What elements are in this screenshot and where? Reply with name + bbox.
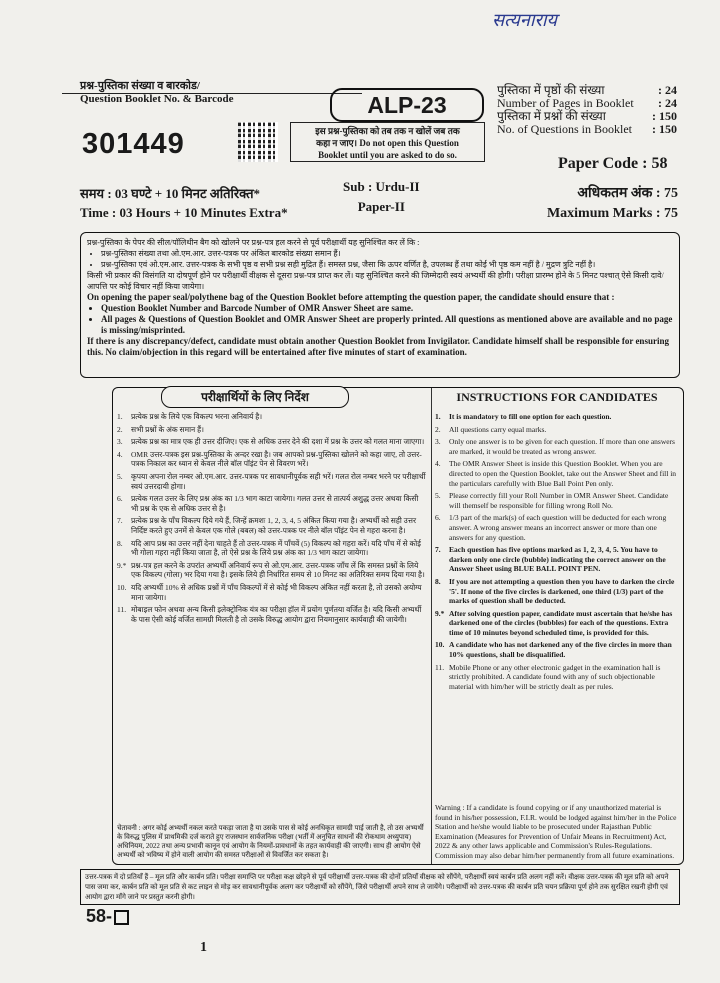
instruction-item (117, 450, 427, 469)
handwritten-signature: सत्यनाराय (492, 10, 557, 30)
instruction-item (117, 516, 427, 535)
instructions-heading-hi: परीक्षार्थियों के लिए निर्देश (161, 386, 349, 408)
questions-label-hi: पुस्तिका में प्रश्नों की संख्या (497, 109, 606, 123)
instruction-number: 11. (435, 662, 445, 672)
seal-hi-bullet: • प्रश्न-पुस्तिका संख्या तथा ओ.एम.आर. उत्तर-पत्रक पर अंकित बारकोड संख्या समान हैं। (101, 248, 673, 259)
instruction-text: It is mandatory to fill one option for each question. (449, 412, 612, 421)
booklet-number: 301449 (82, 128, 185, 160)
instruction-text: प्रत्येक प्रश्न के पाँच विकल्प दिये गये हैं, जिन्हें क्रमशः 1, 2, 3, 4, 5 अंकित किया गया है। अभ्यर्थी को सही उत्तर निर्दिष्ट करते हुए उनमें से केवल एक गोले (बबल) को उत्तर-पत्रक पर नीले बॉल पॉइंट पेन से गहरा करना है। (131, 516, 417, 535)
booklet-info (497, 84, 677, 136)
instruction-text: यदि आप प्रश्न का उत्तर नहीं देना चाहते हैं तो उत्तर-पत्रक में पाँचवें (5) विकल्प को गहरा करें। यदि पाँच में से कोई भी गोला गहरा नहीं किया जाता है, तो ऐसे प्रश्न के लिये प्रश्न अंक का 1/3 भाग काटा जायेगा। (131, 538, 421, 558)
instruction-number: 9.* (435, 608, 445, 618)
instruction-item (117, 583, 427, 602)
seal-hi-intro: प्रश्न-पुस्तिका के पेपर की सील/पॉलिथीन बैग को खोलने पर प्रश्न-पत्र हल करने से पूर्व परीक्षार्थी यह सुनिश्चित कर लें कि : (87, 238, 420, 247)
instruction-text: मोबाइल फोन अथवा अन्य किसी इलेक्ट्रोनिक यंत्र का परीक्षा हॉल में प्रयोग पूर्णतया वर्जित है। यदि किसी अभ्यर्थी के पास ऐसी कोई वर्जित सामग्री मिलती है तो उसके विरुद्ध आयोग द्वारा नियमानुसार कार्यवाही की जायेगी। (131, 605, 422, 624)
instruction-item (117, 494, 427, 513)
instruction-item (435, 577, 679, 606)
questions-label-en: No. of Questions in Booklet (497, 122, 632, 136)
instruction-text: प्रत्येक गलत उत्तर के लिए प्रश्न अंक का 1/3 भाग काटा जायेगा। गलत उत्तर से तात्पर्य अशुद्ध उत्तर अथवा किसी भी प्रश्न के एक से अधिक उत्तर से है। (131, 494, 419, 513)
instruction-number: 10. (435, 640, 445, 650)
instruction-text: Mobile Phone or any other electronic gadget in the examination hall is strictly prohibited. A candidate found with any of such objectionable material with him/her will be strictly dealt as per rules. (449, 662, 661, 691)
notice-line-3: Booklet until you are asked to do so. (318, 150, 457, 160)
instructions-box (112, 387, 684, 865)
instruction-text: Only one answer is to be given for each question. If more than one answers are marked, it would be treated as wrong answer. (449, 437, 675, 456)
seal-instructions-box (80, 232, 680, 378)
instruction-text: If you are not attempting a question then you have to darken the circle '5'. If none of the five circles is darkened, one third (1/3) part of the marks of question shall be deducted. (449, 576, 675, 606)
series-code-badge: ALP-23 (330, 88, 484, 122)
instruction-number: 7. (435, 545, 441, 555)
instruction-number: 1. (435, 412, 441, 421)
instruction-number: 6. (435, 513, 441, 523)
instruction-text: After solving question paper, candidate must ascertain that he/she has darkened one of the circles (bubbles) for each of the questions. Extra time of 10 minutes beyond scheduled time, is provided for this. (449, 608, 673, 637)
instruction-text: प्रश्न-पत्र हल करने के उपरांत अभ्यर्थी अनिवार्य रूप से ओ.एम.आर. उत्तर-पत्रक जाँच लें कि समस्त प्रश्नों के लिये एक विकल्प (गोला) भर दिया गया है। इसके लिये ही निर्धारित समय से 10 मिनट का अतिरिक्त समय दिया गया है। (131, 560, 425, 580)
instruction-item (435, 513, 679, 542)
instruction-item (435, 459, 679, 488)
instruction-number: 3. (435, 437, 441, 447)
seal-hi-bullet: • प्रश्न-पुस्तिका एवं ओ.एम.आर. उत्तर-पत्रक के सभी पृष्ठ व सभी प्रश्न सही मुद्रित हैं। समस्त प्रश्न, जैसा कि ऊपर वर्णित है, उपलब्ध हैं तथा कोई भी पृष्ठ कम नहीं है / मुद्रण त्रुटि नहीं है। (101, 259, 673, 270)
time-en: Time : 03 Hours + 10 Minutes Extra* (80, 205, 288, 220)
instructions-list-en (435, 412, 679, 694)
page-number: 1 (200, 940, 207, 955)
instruction-item (435, 491, 679, 510)
instruction-item (117, 472, 427, 491)
instruction-number: 8. (117, 538, 123, 548)
instruction-text: OMR उत्तर-पत्रक इस प्रश्न-पुस्तिका के अन्दर रखा है। जब आपको प्रश्न-पुस्तिका खोलने को कहा जाए, तो उत्तर-पत्रक निकाल कर ध्यान से केवल नीले बॉल पॉइंट पेन से विवरण भरें। (131, 449, 422, 469)
instruction-number: 4. (435, 459, 441, 469)
seal-en-bullet: • All pages & Questions of Question Booklet and OMR Answer Sheet are properly printed. All questions as mentioned above are available and no page is missing/misprinted. (101, 314, 673, 336)
notice-line-1: इस प्रश्न-पुस्तिका को तब तक न खोलें जब तक (315, 126, 460, 136)
instruction-item (117, 425, 427, 435)
instruction-item (435, 663, 679, 692)
instruction-text: The OMR Answer Sheet is inside this Question Booklet. When you are directed to open the Question Booklet, take out the Answer Sheet and fill in the particulars carefully with Blue Ball Point Pen only. (449, 459, 677, 488)
marks-hi: अधिकतम अंक : 75 (577, 186, 678, 201)
instruction-item (435, 425, 679, 435)
pages-value: : 24 (658, 83, 677, 97)
instruction-text: प्रत्येक प्रश्न के लिये एक विकल्प भरना अनिवार्य है। (131, 412, 263, 421)
instruction-number: 2. (117, 424, 123, 434)
instruction-number: 4. (117, 449, 123, 459)
pages-label-hi: पुस्तिका में पृष्ठों की संख्या (497, 83, 605, 97)
instruction-item (117, 539, 427, 558)
questions-value: : 150 (652, 109, 677, 123)
paper-code: Paper Code : 58 (558, 155, 668, 172)
instruction-number: 9.* (117, 560, 127, 570)
warning-en: Warning : If a candidate is found copying or if any unauthorized material is found in his/her possession, F.I.R. would be lodged against him/her in the Police Station and he/she would liable to be prosecuted under Rajasthan Public Examination (Measures for Prevention of Unfair Means in Recruitment) Act, 2022 & any other laws applicable and Commission's Rules-Regulations. Commission may also debar him/her permanently from all future examinations. (435, 803, 677, 860)
pages-label-en: Number of Pages in Booklet (497, 96, 634, 110)
instruction-number: 10. (117, 582, 127, 592)
instruction-number: 2. (435, 424, 441, 434)
marks-en: Maximum Marks : 75 (546, 206, 678, 221)
warning-hi: चेतावनी : अगर कोई अभ्यर्थी नकल करते पकड़ा जाता है या उसके पास से कोई अनधिकृत सामग्री पाई जाती है, तो उस अभ्यर्थी के विरुद्ध पुलिस में प्राथमिकी दर्ज कराते हुए राजस्थान सार्वजनिक परीक्षा (भर्ती में अनुचित साधनों की रोकथाम अध्युपाय) अधिनियम, 2022 तथा अन्य प्रभावी कानून एवं आयोग के नियमों-प्रावधानों के तहत कार्यवाही की जाएगी। साथ ही आयोग ऐसे अभ्यर्थी को भविष्य में होने वाली आयोग की समस्त परीक्षाओं से विवर्जित कर सकता है। (117, 824, 424, 859)
instruction-item (117, 561, 427, 580)
instruction-item (435, 609, 679, 638)
paper-mark (86, 906, 129, 927)
instruction-text: कृपया अपना रोल नम्बर ओ.एम.आर. उत्तर-पत्रक पर सावधानीपूर्वक सही भरें। गलत रोल नम्बर भरने पर परीक्षार्थी स्वयं उत्तरदायी होगा। (131, 471, 426, 491)
instructions-heading-en: INSTRUCTIONS FOR CANDIDATES (456, 390, 658, 404)
square-icon (114, 910, 129, 925)
instruction-item (435, 437, 679, 456)
pages-value-en: : 24 (658, 96, 677, 110)
instruction-text: प्रत्येक प्रश्न का मात्र एक ही उत्तर दीजिए। एक से अधिक उत्तर देने की दशा में प्रश्न के उत्तर को गलत माना जाएगा। (131, 437, 425, 447)
paper: Paper-II (357, 199, 405, 214)
instruction-text: Please correctly fill your Roll Number in OMR Answer Sheet. Candidate will themself be responsible for filling wrong Roll No. (449, 491, 669, 510)
header-rule (62, 93, 362, 94)
questions-value-en: : 150 (652, 122, 677, 136)
paper-mark-text: 58- (86, 906, 113, 926)
seal-en-bullet: • Question Booklet Number and Barcode Number of OMR Answer Sheet are same. (101, 303, 673, 314)
instruction-number: 1. (117, 412, 123, 421)
instruction-item (435, 640, 679, 659)
instruction-text: Each question has five options marked as 1, 2, 3, 4, 5. You have to darken only one circle (bubble) indicating the correct answer on the Answer Sheet using BLUE BALL POINT PEN. (449, 545, 666, 574)
instruction-text: सभी प्रश्नों के अंक समान हैं। (131, 424, 204, 434)
instruction-number: 7. (117, 516, 123, 526)
instruction-number: 8. (435, 576, 441, 586)
instruction-text: A candidate who has not darkened any of the five circles in more than 10% questions, shall be disqualified. (449, 640, 672, 660)
marks-info (538, 184, 678, 224)
instruction-number: 11. (117, 605, 127, 615)
notice-line-2: कहा न जाए। Do not open this Question (316, 138, 459, 148)
instruction-item (435, 412, 679, 422)
instruction-number: 5. (435, 491, 441, 501)
do-not-open-notice (290, 122, 485, 162)
instruction-item (435, 545, 679, 574)
carbon-copy-note: उत्तर-पत्रक में दो प्रतियाँ हैं – मूल प्रति और कार्बन प्रति। परीक्षा समाप्ति पर परीक्षा कक्ष छोड़ने से पूर्व परीक्षार्थी उत्तर-पत्रक की दोनों प्रतियाँ वीक्षक को सौंपेंगे, परीक्षार्थी स्वयं कार्बन प्रति अलग नहीं करें। वीक्षक उत्तर-पत्रक की मूल प्रति को अपने पास जमा कर, कार्बन प्रति को मूल प्रति से कट लाइन से मोड़ कर सावधानीपूर्वक अलग कर परीक्षार्थी को सौंपेंगे, जिसे परीक्षार्थी अपने साथ ले जायेंगे। परीक्षार्थी को उत्तर-पत्रक की कार्बन प्रति चयन प्रक्रिया पूर्ण होने तक सुरक्षित रखनी होगी एवं आयोग द्वारा माँगे जाने पर प्रस्तुत करनी होगी। (80, 869, 680, 905)
instruction-item (117, 412, 427, 422)
instructions-hindi-column (113, 388, 432, 864)
barcode-icon (238, 122, 278, 162)
booklet-label-en: Question Booklet No. & Barcode (80, 93, 234, 105)
instructions-list-hi (117, 412, 427, 627)
seal-en-intro: On opening the paper seal/polythene bag of the Question Booklet before attempting the question paper, the candidate should ensure that : (87, 292, 615, 302)
instruction-text: 1/3 part of the mark(s) of each question will be deducted for each wrong answer. A wrong answer means an incorrect answer or more than one answers for any question. (449, 513, 667, 542)
time-hi: समय : 03 घण्टे + 10 मिनट अतिरिक्त* (80, 186, 261, 201)
seal-hi-note: किसी भी प्रकार की विसंगति या दोषपूर्ण होने पर परीक्षार्थी वीक्षक से दूसरा प्रश्न-पत्र प्राप्त कर लें। यह सुनिश्चित करने की जिम्मेदारी स्वयं अभ्यर्थी की होगी। परीक्षा प्रारम्भ होने के 5 मिनट पश्चात् ऐसे किसी दावे/आपत्ति पर कोई विचार नहीं किया जायेगा। (87, 271, 664, 291)
instruction-number: 6. (117, 494, 123, 504)
instruction-item (117, 437, 427, 447)
time-info (80, 184, 288, 222)
booklet-label-hi: प्रश्न-पुस्तिका संख्या व बारकोड/ (80, 80, 200, 92)
subject-info (343, 177, 420, 217)
instruction-number: 5. (117, 471, 123, 481)
instruction-item (117, 605, 427, 624)
subject: Sub : Urdu-II (343, 179, 420, 194)
seal-en-note: If there is any discrepancy/defect, candidate must obtain another Question Booklet from Invigilator. Candidate himself shall be responsible for ensuring this. No claim/objection in this regard will be entertained after five minutes of start of examination. (87, 336, 669, 357)
instruction-text: यदि अभ्यर्थी 10% से अधिक प्रश्नों में पाँच विकल्पों में से कोई भी विकल्प अंकित नहीं करता है, तो उसको अयोग्य माना जायेगा। (131, 582, 422, 602)
instructions-english-column (431, 388, 683, 864)
instruction-text: All questions carry equal marks. (449, 424, 547, 434)
instruction-number: 3. (117, 437, 123, 447)
